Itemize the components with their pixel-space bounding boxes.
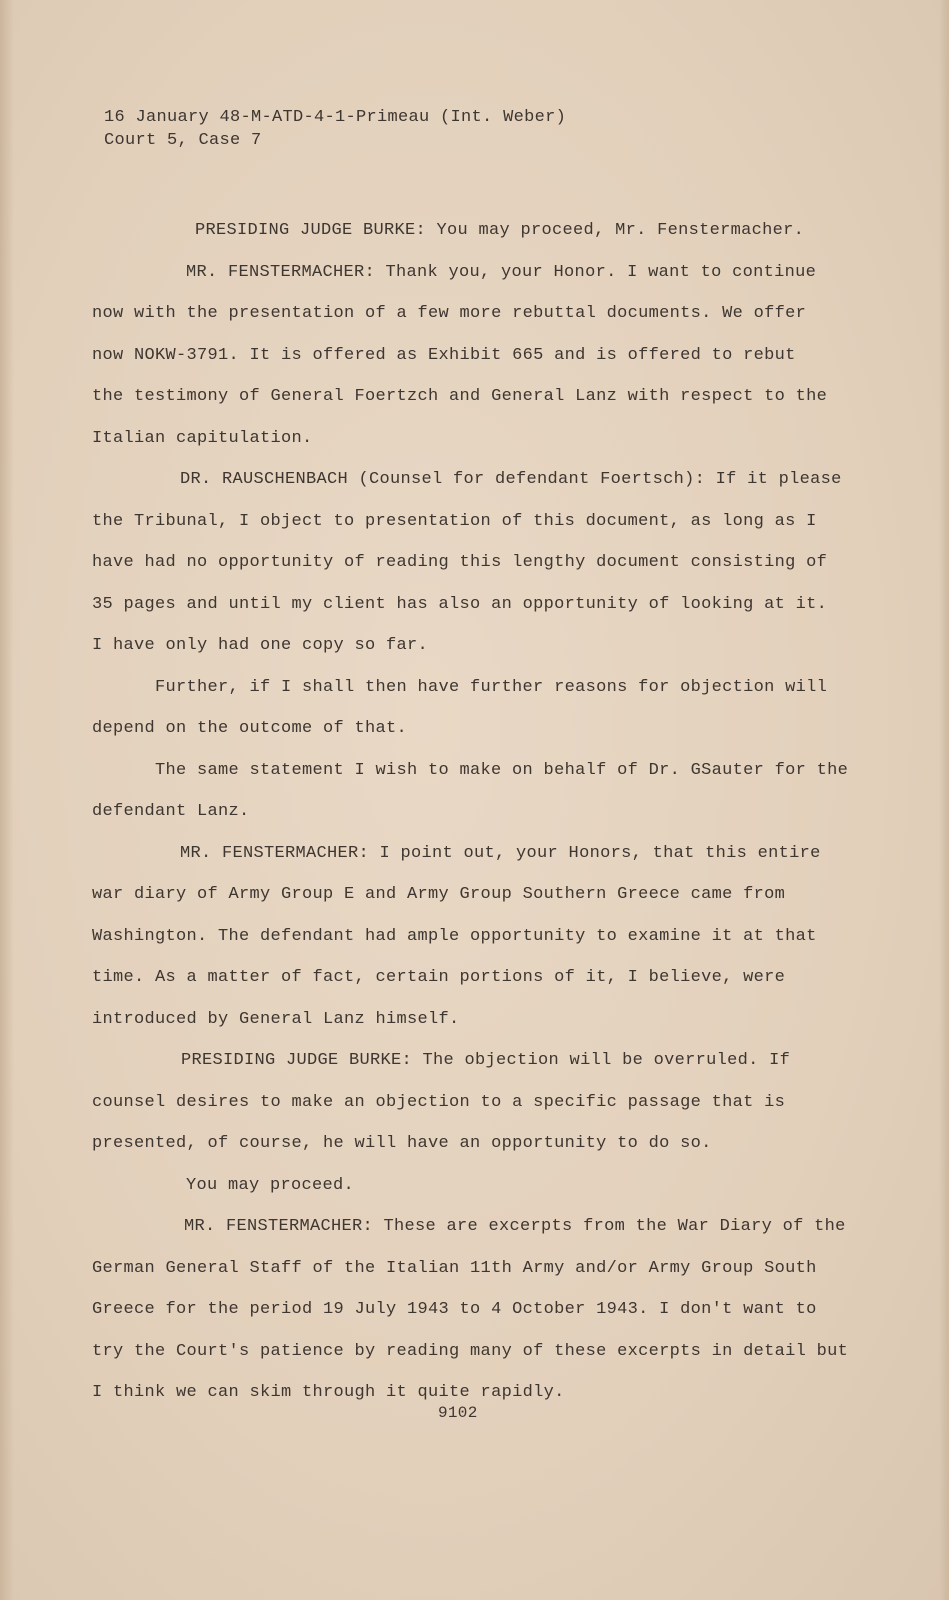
transcript-line: PRESIDING JUDGE BURKE: You may proceed, Mr. Fenstermacher.	[195, 221, 805, 240]
transcript-line: The same statement I wish to make on behalf of Dr. GSauter for the	[155, 760, 849, 780]
transcript-body	[92, 210, 852, 1414]
transcript-line: MR. FENSTERMACHER: I point out, your Honors, that this entire	[180, 843, 821, 863]
transcript-line: 35 pages and until my client has also an opportunity of looking at it.	[92, 594, 828, 614]
transcript-line: Further, if I shall then have further reasons for objection will	[155, 677, 828, 697]
transcript-line: try the Court's patience by reading many of these excerpts in detail but	[92, 1341, 849, 1361]
page-number: 9102	[438, 1404, 478, 1422]
header-line-2: Court 5, Case 7	[104, 131, 262, 150]
transcript-line: the Tribunal, I object to presentation of this document, as long as I	[92, 511, 817, 531]
transcript-line: now NOKW-3791. It is offered as Exhibit 665 and is offered to rebut	[92, 345, 796, 365]
transcript-line: You may proceed.	[186, 1175, 355, 1195]
transcript-line: have had no opportunity of reading this lengthy document consisting of	[92, 553, 828, 572]
transcript-line: MR. FENSTERMACHER: These are excerpts from the War Diary of the	[184, 1217, 846, 1236]
transcript-line: Italian capitulation.	[92, 428, 313, 448]
transcript-line: depend on the outcome of that.	[92, 719, 408, 738]
transcript-line: Greece for the period 19 July 1943 to 4 October 1943. I don't want to	[92, 1300, 817, 1319]
transcript-line: DR. RAUSCHENBACH (Counsel for defendant Foertsch): If it please	[180, 470, 842, 489]
transcript-line: I think we can skim through it quite rapidly.	[92, 1383, 565, 1402]
transcript-line: German General Staff of the Italian 11th Army and/or Army Group South	[92, 1258, 817, 1278]
transcript-line: counsel desires to make an objection to a specific passage that is	[92, 1092, 786, 1112]
transcript-line: defendant Lanz.	[92, 802, 250, 821]
document-header	[104, 106, 566, 152]
transcript-line: presented, of course, he will have an opportunity to do so.	[92, 1134, 712, 1153]
transcript-line: introduced by General Lanz himself.	[92, 1009, 460, 1029]
transcript-line: war diary of Army Group E and Army Group Southern Greece came from	[92, 885, 786, 904]
header-line-1: 16 January 48-M-ATD-4-1-Primeau (Int. Weber)	[104, 108, 567, 127]
transcript-line: PRESIDING JUDGE BURKE: The objection will be overruled. If	[181, 1051, 791, 1070]
transcript-line: I have only had one copy so far.	[92, 636, 429, 655]
transcript-line: MR. FENSTERMACHER: Thank you, your Honor. I want to continue	[186, 262, 817, 282]
transcript-line: time. As a matter of fact, certain portions of it, I believe, were	[92, 968, 786, 987]
transcript-line: the testimony of General Foertzch and General Lanz with respect to the	[92, 387, 828, 406]
transcript-line: now with the presentation of a few more rebuttal documents. We offer	[92, 304, 807, 323]
transcript-line: Washington. The defendant had ample opportunity to examine it at that	[92, 926, 817, 946]
